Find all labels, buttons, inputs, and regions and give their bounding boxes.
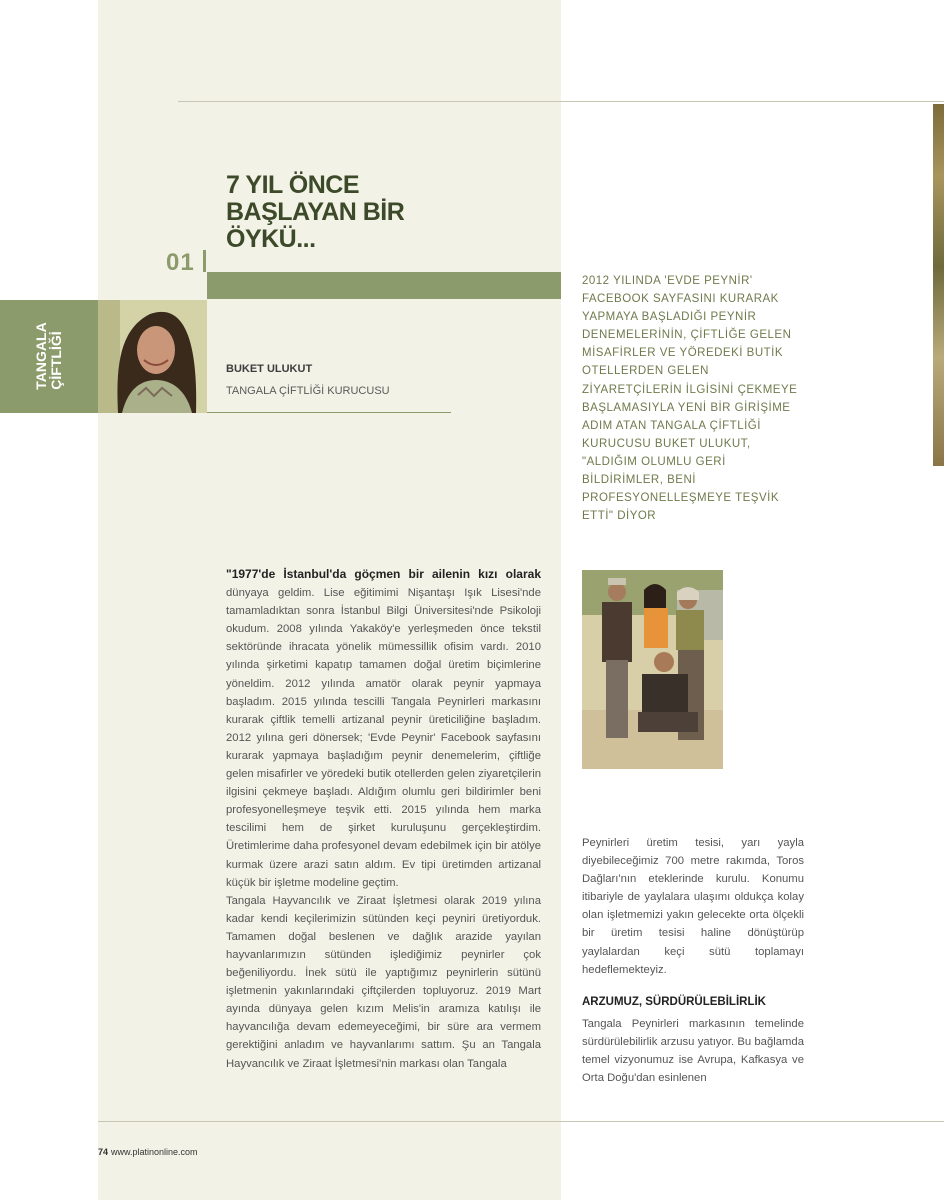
side-tab-label <box>34 322 64 389</box>
section-number-bar <box>203 250 206 272</box>
person-role: TANGALA ÇİFTLİĞİ KURUCUSU <box>226 385 390 397</box>
side-tab-line-1: TANGALA <box>33 322 49 390</box>
footer-url[interactable]: www.platinonline.com <box>111 1147 198 1157</box>
body-paragraph-2: Tangala Hayvancılık ve Ziraat İşletmesi olarak 2019 yılına kadar kendi keçilerimizin sütünden keçi peyniri üretiyorduk. Tamamen doğal beslenen ve dağlık arazide yayılan hayvanlarımızın sütünden işlediğimiz peynirler çok beğeniliyordu. İnek sütü ile yaptığımız peynirlerin sütünü işletmenin yakınlarındaki çiftçilerden topluyoruz. 2019 Mart ayında dünyaya gelen kızım Melis'in aramıza katılışı ile hayvancılığa devam edemeyeceğimi, bir süre ara vermem gerektiğini anladım ve hayvanlarımı sattım. Şu an Tangala Hayvancılık ve Ziraat İşletmesi'nin markası olan Tangala <box>226 894 541 1070</box>
section-number: 01 <box>166 249 195 276</box>
side-tab <box>0 300 98 413</box>
portrait-photo <box>98 300 207 413</box>
person-name: BUKET ULUKUT <box>226 363 313 375</box>
intro-paragraph: 2012 YILINDA 'EVDE PEYNİR' FACEBOOK SAYFASINI KURARAK YAPMAYA BAŞLADIĞI PEYNİR DENEMELERİNİN, ÇİFTLİĞE GELEN MİSAFİRLER VE YÖREDEKİ BUTİK OTELLERDEN GELEN ZİYARETÇİLERİN İLGİSİNİ ÇEKMEYE BAŞLAMASIYLA YENİ BİR GİRİŞİME ADIM ATAN TANGALA ÇİFTLİĞİ KURUCUSU BUKET ULUKUT, "ALDIĞIM OLUMLU GERİ BİLDİRİMLER, BENİ PROFESYONELLEŞMEYE TEŞVİK ETTİ" DİYOR <box>582 275 798 523</box>
right-paragraph-1: Peynirleri üretim tesisi, yarı yayla diyebileceğimiz 700 metre rakımda, Toros Dağları'nın eteklerinde kurulu. Konumu itibariyle de yaylalara ulaşımı oldukça kolay olan işletmemizi yakın gelecekte orta ölçekli bir üretim tesisi haline dönüştürüp yaylalardan keçi sütü toplamayı hedeflemekteyiz. <box>582 837 804 976</box>
cropped-photo-edge <box>933 104 944 466</box>
top-divider <box>178 101 944 102</box>
headline-line-3: ÖYKÜ... <box>226 225 316 253</box>
body-column <box>226 565 541 1073</box>
page-number: 74 <box>98 1147 109 1157</box>
bottom-divider <box>98 1121 944 1122</box>
body-paragraph-1-text: dünyaya geldim. Lise eğitimimi Nişantaşı Işık Lisesi'nde tamamladıktan sonra İstanbul Bilgi Üniversitesi'nde Psikoloji okudum. 2008 yılında Yakaköy'e yerleşmeden önce tekstil sektöründe ihracata yönelik mümessillik ofisim vardı. 2010 yılında şirketimi kapatıp tamamen doğal üretim biçimlerine yöneldim. 2012 yılında amatör olarak peynir yapmaya başladım. 2015 yılında tescilli Tangala Peynirleri markasını kurarak çiftlik temelli artizanal peynir üreticiliğine başladım. 2012 yılına geri dönersek; 'Evde Peynir' Facebook sayfasını kurarak yapmaya başladığım peynir denemelerim, çiftliğe gelen misafirler ve yöredeki butik otellerden gelen ziyaretçilerin ilgisini çekmeye başladı. Aldığım olumlu geri bildirimler beni profesyonelleşmeye teşvik etti. 2015 yılında hem marka tescilimi hem de şirket kuruluşunu gerçekleştirdim. Üretimlerime daha profesyonel devam edebilmek için bir atölye kurmak üzere arazi satın aldım. Ev tipi üretimden artizanal küçük bir işletme modeline geçtim. <box>226 587 541 889</box>
article-headline <box>226 172 526 253</box>
side-tab-line-2: ÇİFTLİĞİ <box>48 331 64 390</box>
headline-line-1: 7 YIL ÖNCE <box>226 171 360 199</box>
portrait-illustration <box>98 300 207 413</box>
family-photo <box>582 570 723 769</box>
subheading: ARZUMUZ, SÜRDÜRÜLEBİLİRLİK <box>582 996 766 1008</box>
body-lead: "1977'de İstanbul'da göçmen bir ailenin kızı olarak <box>226 567 541 581</box>
body-paragraph-1 <box>226 565 541 892</box>
right-paragraph-2: Tangala Peynirleri markasının temelinde sürdürülebilirlik arzusu yatıyor. Bu bağlamda temel vizyonumuz ise Avrupa, Kafkasya ve Orta Doğu'dan esinlenen <box>582 1018 804 1085</box>
family-photo-illustration <box>582 570 723 769</box>
page-footer <box>98 1147 198 1157</box>
green-accent-band <box>207 272 561 299</box>
headline-line-2: BAŞLAYAN BİR <box>226 198 405 226</box>
portrait-underline <box>207 412 451 413</box>
